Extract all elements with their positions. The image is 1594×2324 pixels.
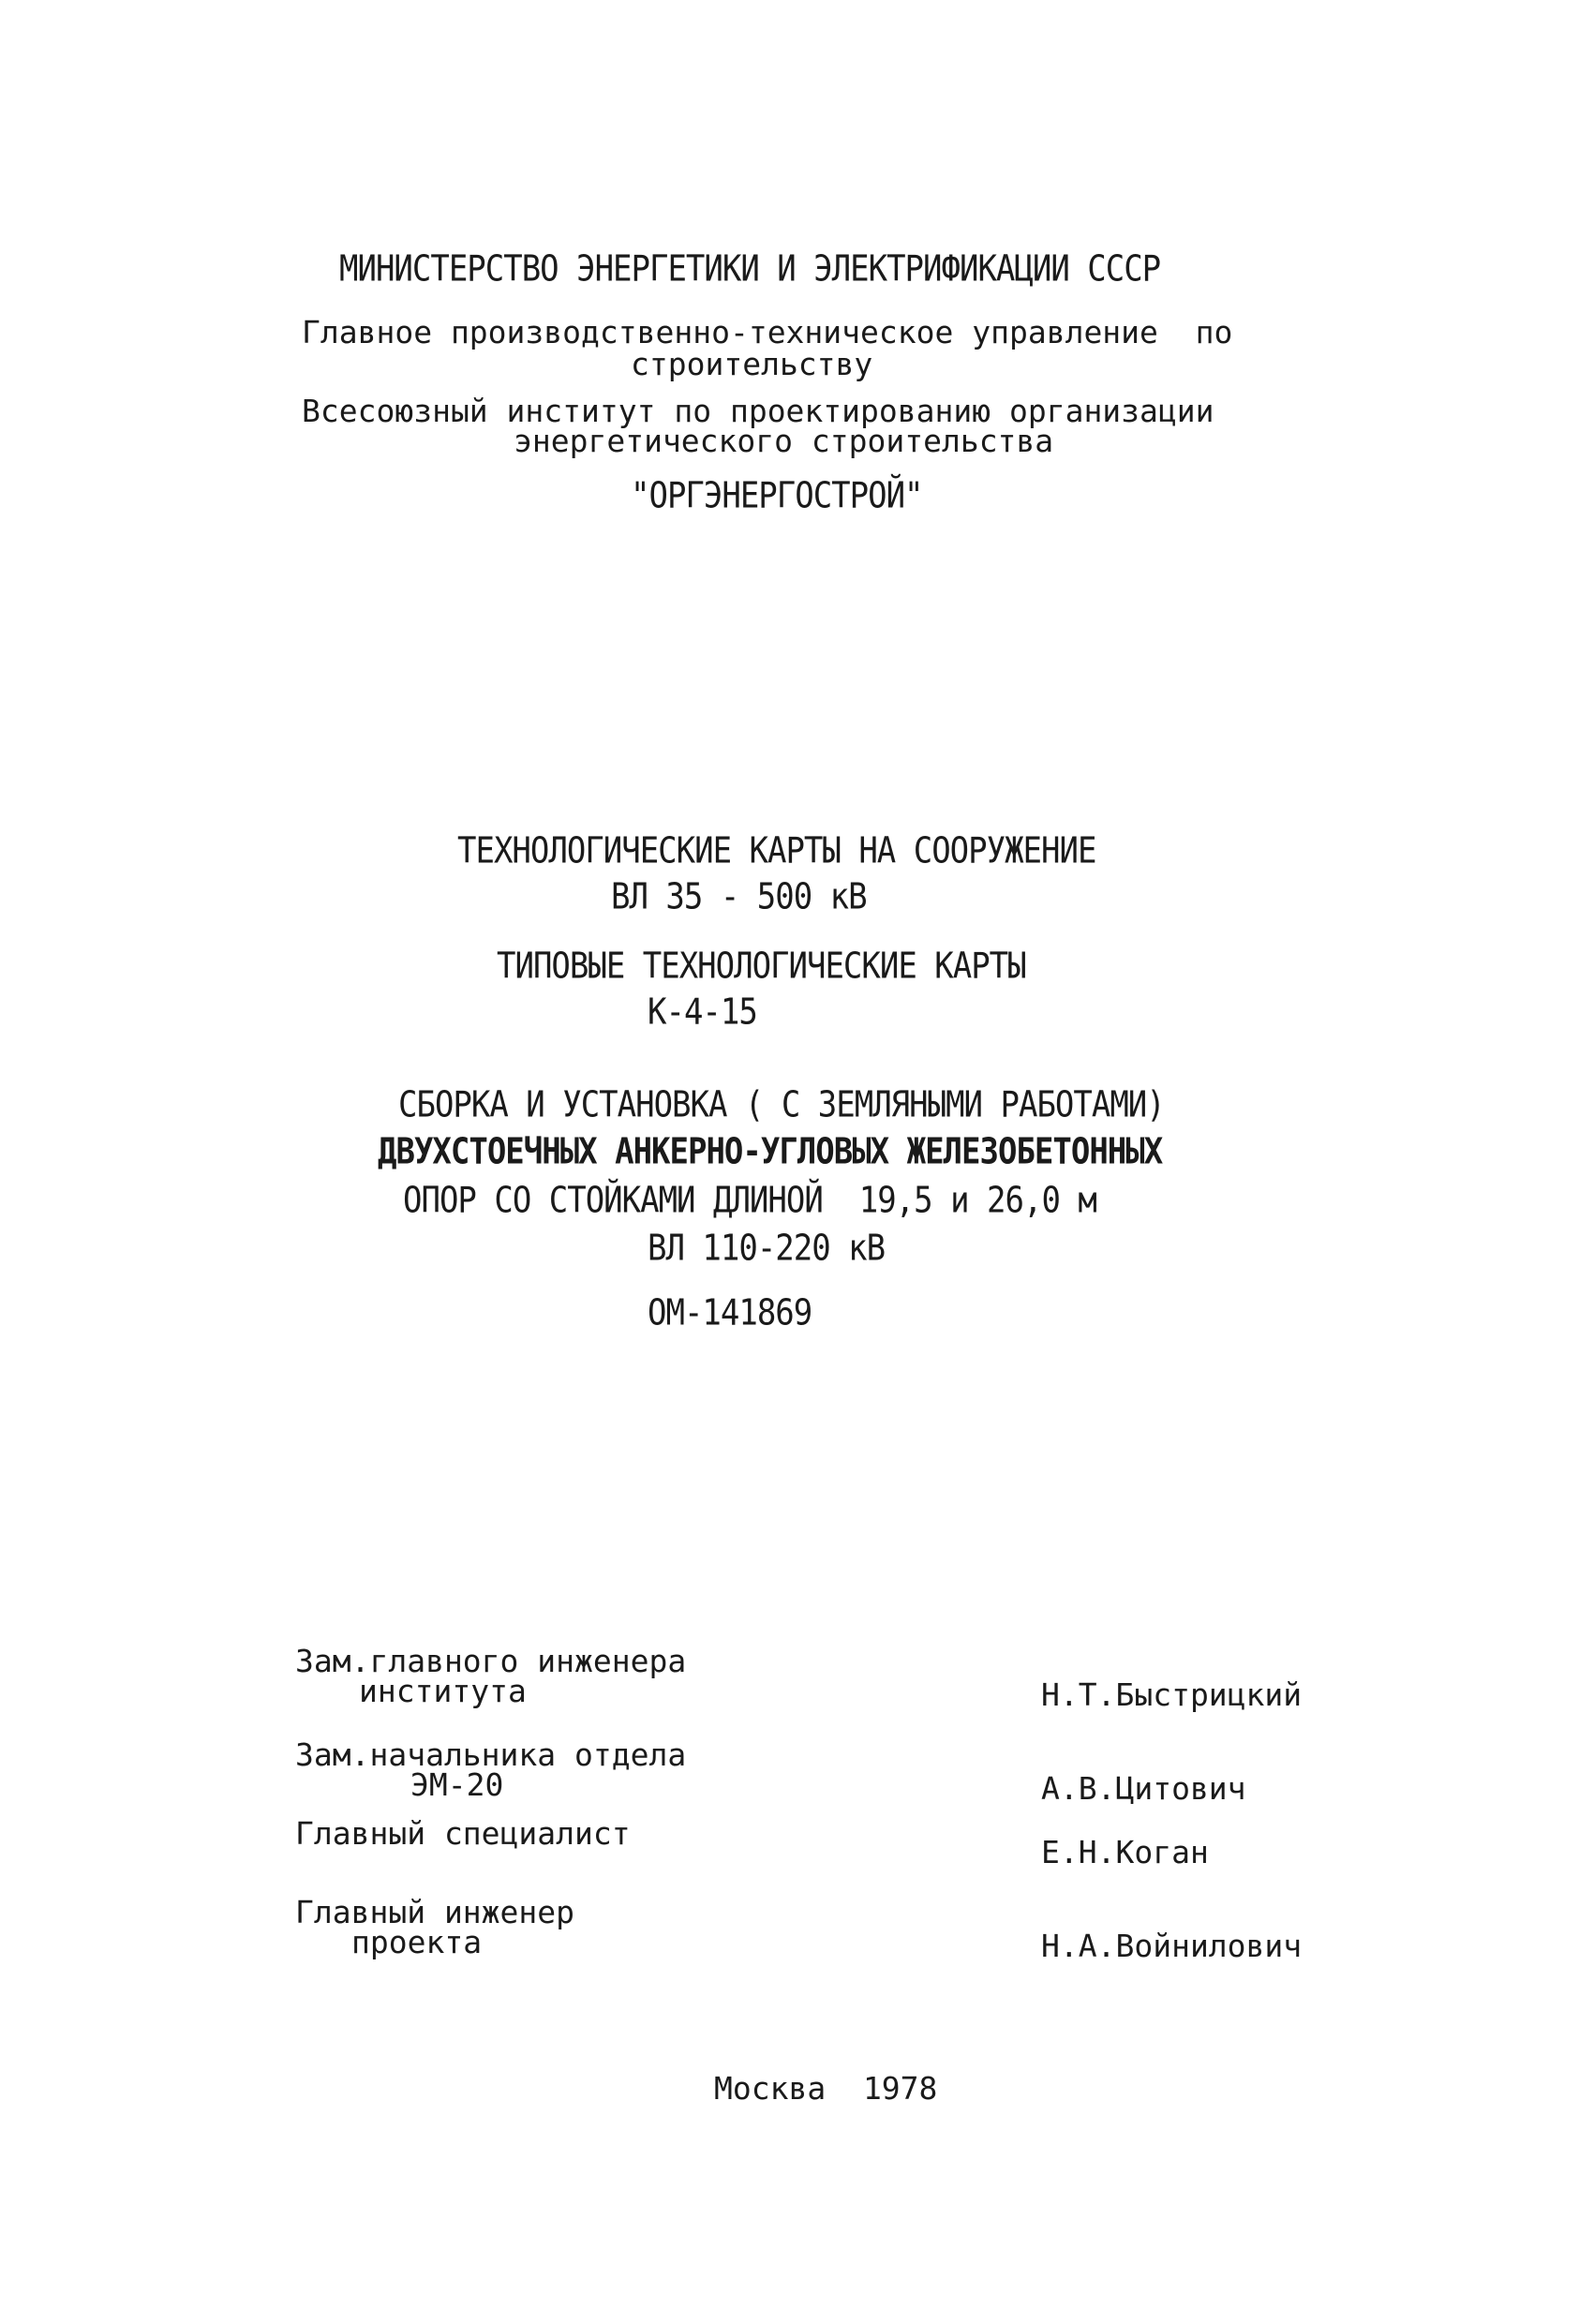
signature-name-2: А.В.Цитович (1041, 1770, 1246, 1807)
signature-role-2-line-2: ЭМ-20 (410, 1766, 504, 1803)
signature-role-1-line-2: института (359, 1673, 527, 1709)
title-line-2: ВЛ 35 - 500 кВ (611, 875, 867, 918)
card-code: К-4-15 (648, 991, 757, 1034)
place-and-year: Москва 1978 (714, 2070, 938, 2107)
ministry-title: МИНИСТЕРСТВО ЭНЕРГЕТИКИ И ЭЛЕКТРИФИКАЦИИ СССР (339, 247, 1161, 290)
directorate-line-2: строительству (631, 346, 873, 382)
title-line-3: ТИПОВЫЕ ТЕХНОЛОГИЧЕСКИЕ КАРТЫ (497, 945, 1026, 988)
subject-line-2: ДВУХСТОЕЧНЫХ АНКЕРНО-УГЛОВЫХ ЖЕЛЕЗОБЕТОННЫХ (378, 1130, 1163, 1173)
signature-role-3-line-1: Главный специалист (295, 1815, 631, 1852)
subject-line-3: ОПОР СО СТОЙКАМИ ДЛИНОЙ 19,5 и 26,0 м (403, 1179, 1096, 1222)
subject-line-1: СБОРКА И УСТАНОВКА ( С ЗЕМЛЯНЫМИ РАБОТАМИ) (398, 1083, 1165, 1126)
document-number: ОМ-141869 (648, 1291, 812, 1334)
title-line-1: ТЕХНОЛОГИЧЕСКИЕ КАРТЫ НА СООРУЖЕНИЕ (457, 829, 1096, 872)
signature-name-1: Н.Т.Быстрицкий (1041, 1676, 1303, 1713)
signature-role-4-line-1: Главный инженер (295, 1894, 575, 1930)
signature-name-4: Н.А.Войнилович (1041, 1928, 1303, 1964)
signature-name-3: Е.Н.Коган (1041, 1834, 1209, 1870)
subject-line-4: ВЛ 110-220 кВ (648, 1227, 886, 1270)
institute-line-2: энергетического строительства (514, 423, 1054, 459)
institute-line-1: Всесоюзный институт по проектированию организации (302, 393, 1214, 429)
signature-role-1-line-1: Зам.главного инженера (295, 1643, 687, 1679)
signature-role-2-line-1: Зам.начальника отдела (295, 1736, 687, 1773)
directorate-line-1: Главное производственно-техническое управление по (302, 314, 1233, 350)
institute-name: "ОРГЭНЕРГОСТРОЙ" (631, 474, 923, 517)
signature-role-4-line-2: проекта (351, 1924, 483, 1960)
